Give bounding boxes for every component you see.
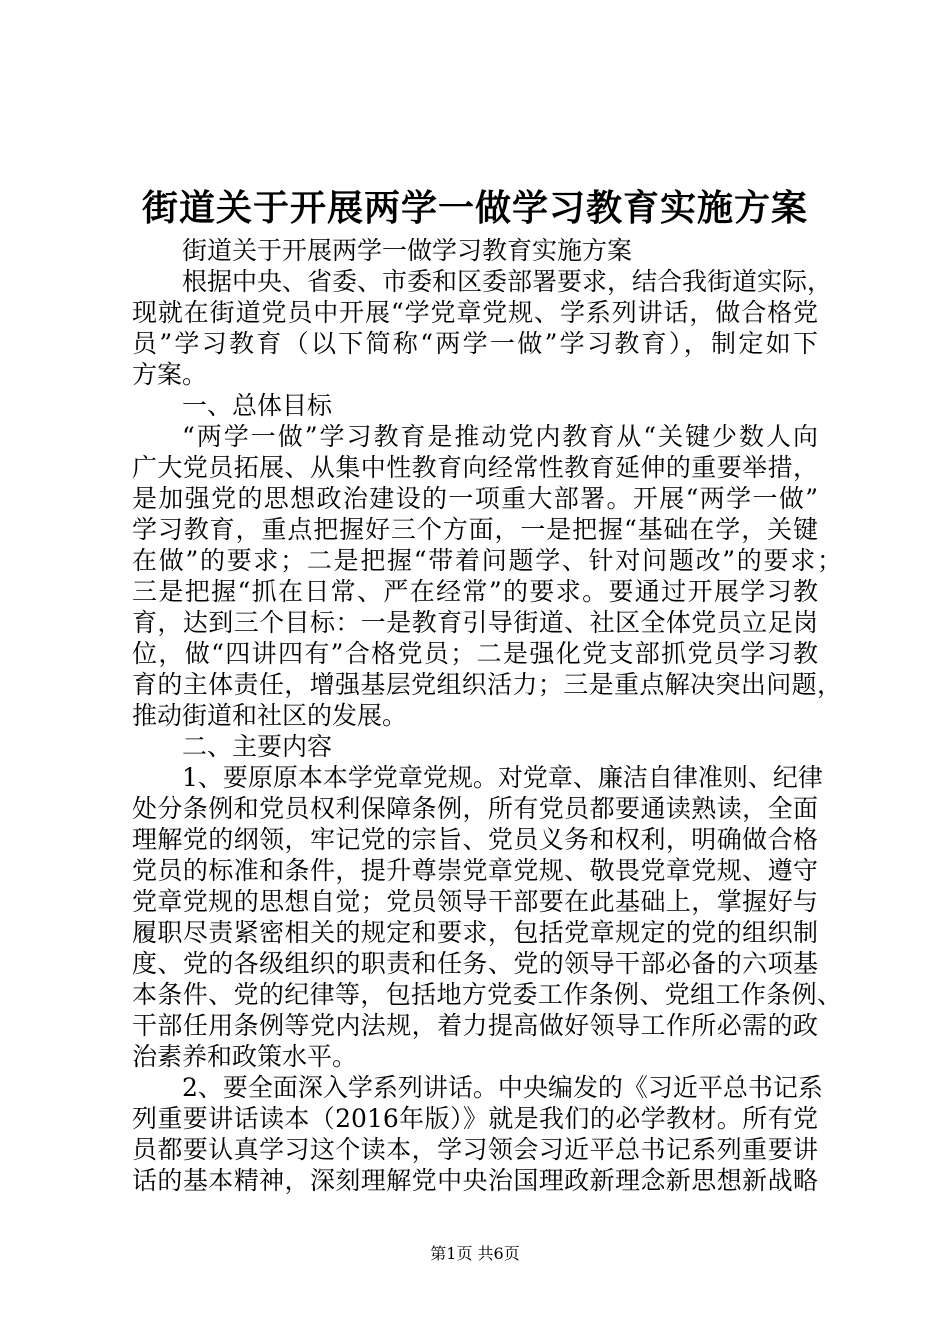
body-line: 是加强党的思想政治建设的一项重大部署。开展“两学一做” xyxy=(132,484,818,513)
body-line: 履职尽责紧密相关的规定和要求，包括党章规定的党的组织制 xyxy=(132,918,818,947)
body-line: 列重要讲话读本（2016年版）》就是我们的必学教材。所有党 xyxy=(132,1104,818,1133)
body-line: 干部任用条例等党内法规，着力提高做好领导工作所必需的政 xyxy=(132,1011,818,1040)
body-line: 位，做“四讲四有”合格党员；二是强化党支部抓党员学习教 xyxy=(132,639,818,668)
section-heading: 二、主要内容 xyxy=(182,732,333,761)
document-title: 街道关于开展两学一做学习教育实施方案 xyxy=(141,187,808,229)
body-line: 育，达到三个目标：一是教育引导街道、社区全体党员立足岗 xyxy=(132,608,818,637)
body-line: 三是把握“抓在日常、严在经常”的要求。要通过开展学习教 xyxy=(132,577,818,606)
body-line: 根据中央、省委、市委和区委部署要求，结合我街道实际， xyxy=(182,267,833,296)
body-line: 本条件、党的纪律等，包括地方党委工作条例、党组工作条例、 xyxy=(132,980,842,1009)
body-line: 广大党员拓展、从集中性教育向经常性教育延伸的重要举措， xyxy=(132,453,818,482)
body-line: 育的主体责任，增强基层党组织活力；三是重点解决突出问题， xyxy=(132,670,842,699)
body-line: 推动街道和社区的发展。 xyxy=(132,701,408,730)
body-line: 员都要认真学习这个读本，学习领会习近平总书记系列重要讲 xyxy=(132,1135,818,1164)
page-number-footer: 第1页 共6页 xyxy=(430,1244,520,1263)
body-line: 2、要全面深入学系列讲话。中央编发的《习近平总书记系 xyxy=(182,1073,823,1102)
body-line: 学习教育，重点把握好三个方面，一是把握“基础在学，关键 xyxy=(132,515,818,544)
body-line: 度、党的各级组织的职责和任务、党的领导干部必备的六项基 xyxy=(132,949,818,978)
body-line: 话的基本精神，深刻理解党中央治国理政新理念新思想新战略 xyxy=(132,1166,818,1195)
subtitle-line: 街道关于开展两学一做学习教育实施方案 xyxy=(182,236,633,265)
section-heading: 一、总体目标 xyxy=(182,391,333,420)
body-line: 1、要原原本本学党章党规。对党章、廉洁自律准则、纪律 xyxy=(182,763,823,792)
body-line: 员”学习教育（以下简称“两学一做”学习教育），制定如下 xyxy=(132,329,818,358)
body-line: 方案。 xyxy=(132,360,208,389)
body-line: 党员的标准和条件，提升尊崇党章党规、敬畏党章党规、遵守 xyxy=(132,856,818,885)
body-line: 现就在街道党员中开展“学党章党规、学系列讲话，做合格党 xyxy=(132,298,818,327)
body-line: 党章党规的思想自觉；党员领导干部要在此基础上，掌握好与 xyxy=(132,887,818,916)
body-line: 治素养和政策水平。 xyxy=(132,1042,358,1071)
body-line: “两学一做”学习教育是推动党内教育从“关键少数人向 xyxy=(182,422,818,451)
body-line: 处分条例和党员权利保障条例，所有党员都要通读熟读，全面 xyxy=(132,794,818,823)
body-line: 在做”的要求；二是把握“带着问题学、针对问题改”的要求； xyxy=(132,546,842,575)
body-line: 理解党的纲领，牢记党的宗旨、党员义务和权利，明确做合格 xyxy=(132,825,818,854)
